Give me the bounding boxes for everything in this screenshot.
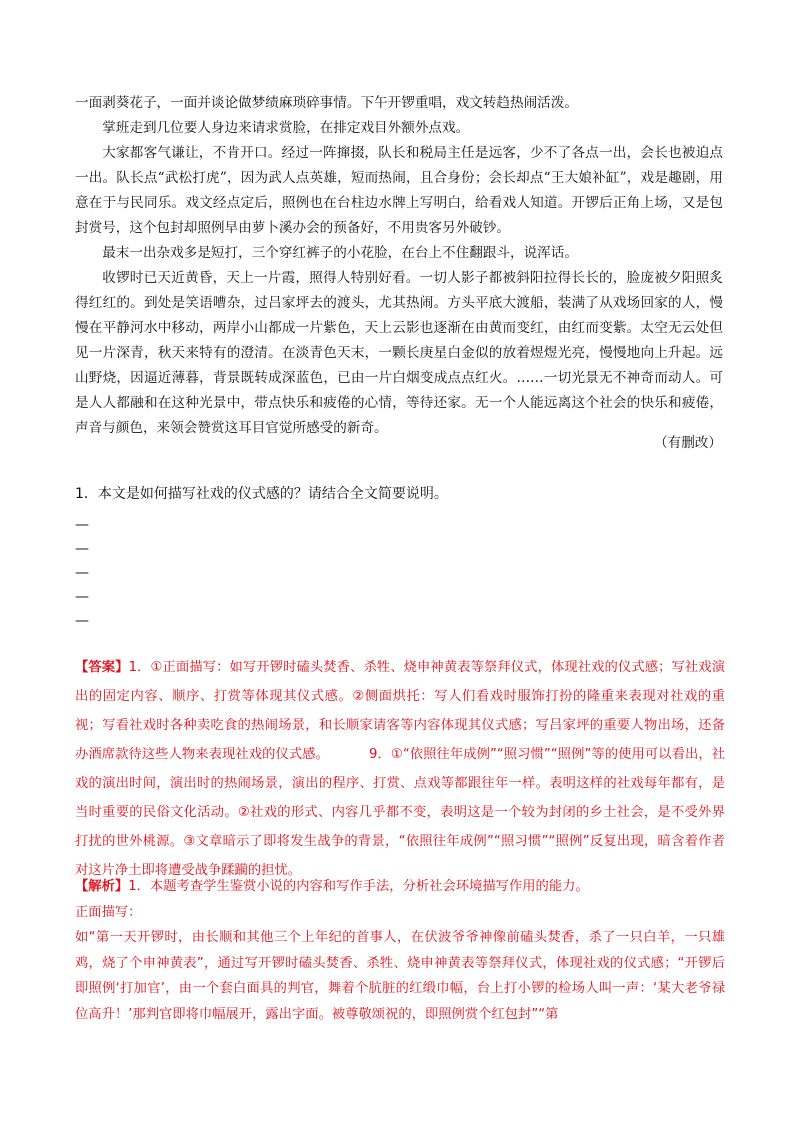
passage-paragraph: 收锣时已天近黄昏，天上一片霞，照得人特别好看。一切人影子都被斜阳拉得长长的，脸庞被夕阳照炙得红红的。到处是笑语嘈杂，过吕家坪去的渡头，尤其热闹。方头平底大渡船，装满了从戏场回家的人，慢慢在平静河水中移动，两岸小山都成一片紫色，天上云影也逐渐在由黄而变红，由红而变紫。太空无云处但见一片深青，秋天来特有的澄清。在淡青色天末，一颗长庚星白金似的放着煜煜光亮，慢慢地向上升起。远山野烧，因逼近薄暮，背景既转成深蓝色，已由一片白烟变成点点红火。……一切光景无不神奇而动人。可是人人都融和在这种光景中，带点快乐和疲倦的心情，等待还家。无一个人能远离这个社会的快乐和疲倦，声音与颜色，来领会赞赏这耳目官觉所感受的新奇。: [75, 270, 723, 436]
answer-line: —: [75, 613, 89, 629]
answer-block: [75, 653, 725, 885]
analysis-tag: 【解析】: [75, 879, 129, 894]
answer-line: —: [75, 517, 89, 533]
analysis-body: 如“第一天开锣时，由长顺和其他三个上年纪的首事人，在伏波爷爷神像前磕头焚香，杀了一只白羊，一只雄鸡，烧了个申神黄表”，通过写开锣时磕头焚香、杀牲、烧申神黄表等祭拜仪式，体现社戏的仪式感；“开锣后即照例‘打加官’，由一个套白面具的判官，舞着个肮脏的红缎巾幅，台上打小锣的检场人叫一声：‘某大老爷禄位高升！’那判官即将巾幅展开，露出字面。被尊敬颂祝的，即照例赏个红包封”“第: [75, 930, 725, 1022]
question-text: 1．本文是如何描写社戏的仪式感的？请结合全文简要说明。: [75, 486, 448, 502]
answer-line: —: [75, 565, 89, 581]
passage: [75, 91, 723, 441]
answer-lines: [75, 513, 115, 633]
passage-paragraph: 一面剥葵花子，一面并谈论做梦绩麻琐碎事情。下午开锣重唱，戏文转趋热闹活泼。: [75, 95, 578, 111]
passage-paragraph: 掌班走到几位要人身边来请求赏脸，在排定戏目外额外点戏。: [102, 120, 470, 136]
analysis-lead: 1．本题考查学生鉴赏小说的内容和写作手法，分析社会环境描写作用的能力。: [128, 879, 589, 894]
analysis-heading: 正面描写：: [75, 904, 142, 920]
answer-text-1: 1．①正面描写：如写开锣时磕头焚香、杀牲、烧申神黄表等祭拜仪式，体现社戏的仪式感；写社戏演出的固定内容、顺序、打赏等体现其仪式感。②侧面烘托：写人们看戏时服饰打扮的隆重来表现对社戏的重视；写看社戏时各种卖吃食的热闹场景，和长顺家请客等内容体现其仪式感；写吕家坪的重要人物出场，还备办酒席款待这些人物来表现社戏的仪式感。: [75, 660, 725, 762]
answer-line: —: [75, 541, 89, 557]
answer-text-2: 9．①“依照往年成例”“照习惯”“照例”等的使用可以看出，社戏的演出时间，演出时的热闹场景，演出的程序、打赏、点戏等都跟往年一样。表明这样的社戏每年都有，是当时重要的民俗文化活动。②社戏的形式、内容几乎都不变，表明这是一个较为封闭的乡土社会，是不受外界打扰的世外桃源。③文章暗示了即将发生战争的背景，“依照往年成例”“照习惯”“照例”反复出现，暗含着作者对这片净土即将遭受战争蹂躏的担忧。: [75, 747, 726, 878]
answer-line: —: [75, 589, 89, 605]
answer-tag: 【答案】: [75, 660, 129, 675]
passage-paragraph: 大家都客气谦让，不肯开口。经过一阵撺掇，队长和税局主任是远客，少不了各点一出，会长也被迫点一出。队长点“武松打虎”，因为武人点英雄，短而热闹，且合身份；会长却点“王大娘补缸”，戏是趣剧，用意在于与民同乐。戏文经点定后，照例也在台柱边水牌上写明白，给看戏人知道。开锣后正角上场，又是包封赏号，这个包封却照例早由萝卜溪办会的预备好，不用贵客另外破钞。: [75, 145, 723, 236]
passage-paragraph: 最末一出杂戏多是短打，三个穿红裤子的小花脸，在台上不住翻跟斗，说浑话。: [102, 245, 578, 261]
source-note: （有删改）: [654, 435, 722, 451]
analysis-block: [75, 874, 725, 1027]
